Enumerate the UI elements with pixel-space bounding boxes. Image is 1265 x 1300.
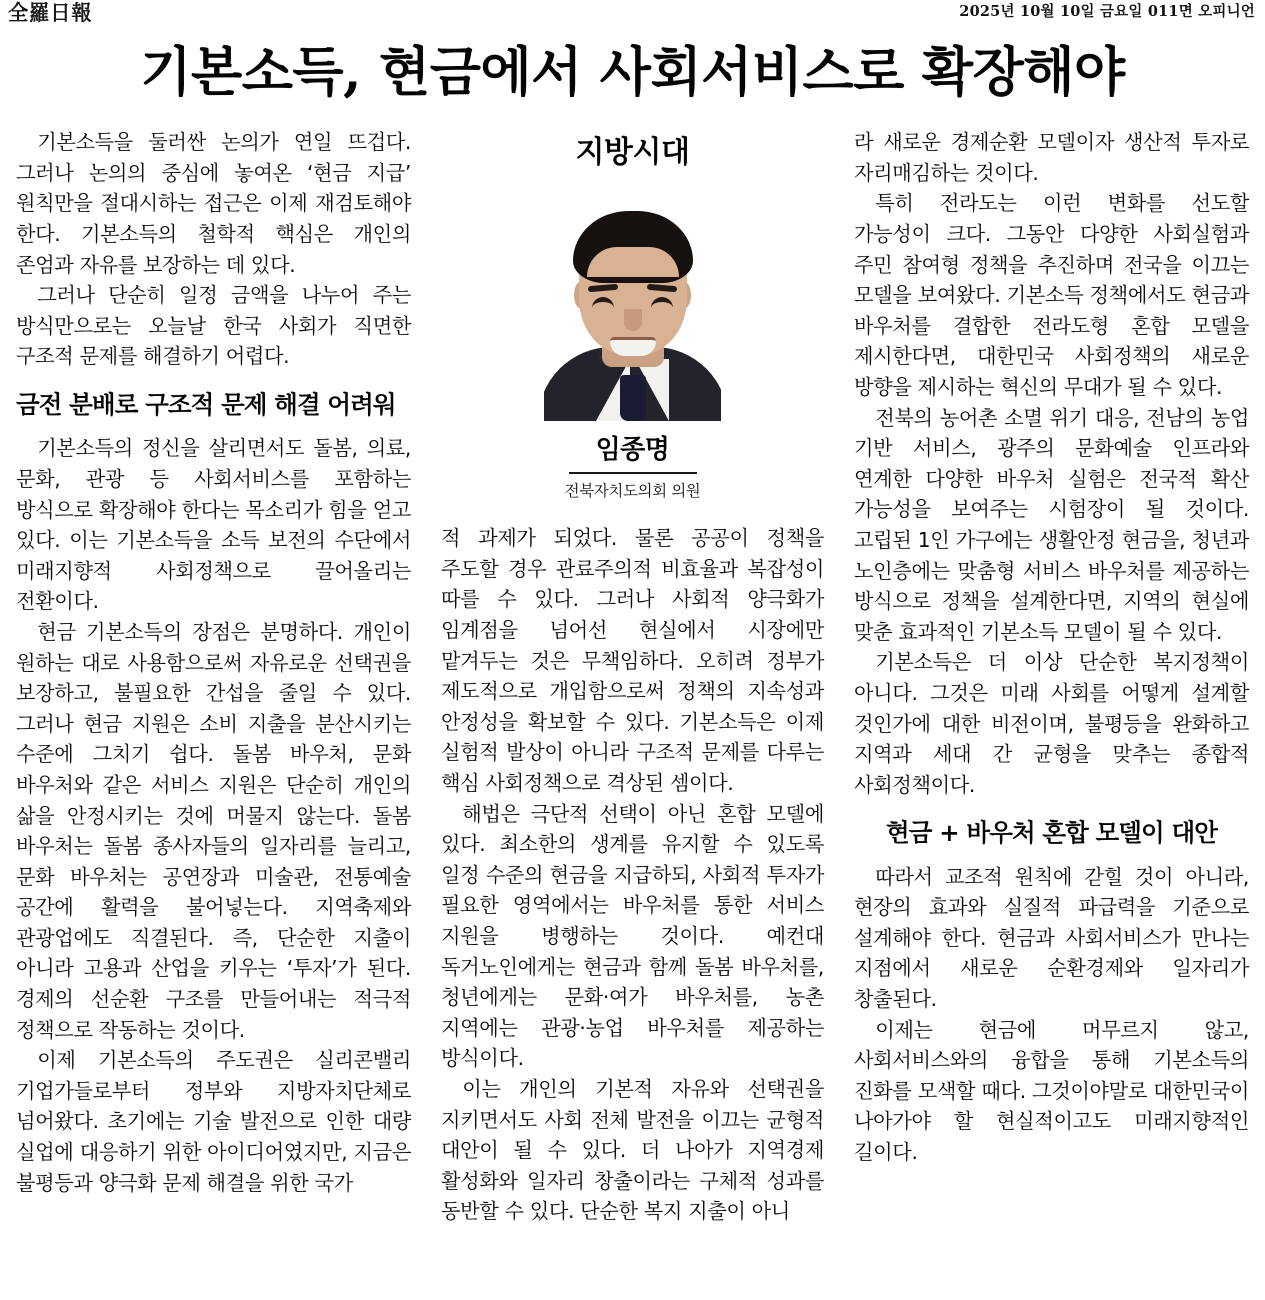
portrait-nose <box>624 309 642 331</box>
column-1 <box>16 127 427 1198</box>
portrait-hair <box>573 211 693 283</box>
paragraph: 이제 기본소득의 주도권은 실리콘밸리 기업가들로부터 정부와 지방자치단체로 넘어왔다. 초기에는 기술 발전으로 인한 대량 실업에 대응하기 위한 아이디어였지만, 지금은 불평등과 양극화 문제 해결을 위한 국가 <box>16 1048 411 1195</box>
author-name: 임종명 <box>595 435 670 466</box>
byline-divider <box>569 472 697 474</box>
author-role: 전북자치도의회 의원 <box>564 482 701 501</box>
paragraph: 특히 전라도는 이런 변화를 선도할 가능성이 크다. 그동안 다양한 사회실험과 주민 참여형 정책을 추진하며 전국을 이끄는 모델을 보여왔다. 기본소득 정책에서도 현금과 바우처를 결합한 전라도형 혼합 모델을 제시한다면, 대한민국 사회정책의 새로운 방향을 제시하는 혁신의 무대가 될 수 있다. <box>854 191 1249 399</box>
paragraph: 전북의 농어촌 소멸 위기 대응, 전남의 농업 기반 서비스, 광주의 문화예술 인프라와 연계한 다양한 바우처 실험은 전국적 확산 가능성을 보여주는 시험장이 될 것이다. 고립된 1인 가구에는 생활안정 현금을, 청년과 노인층에는 맞춤형 서비스 바우처를 제공하는 방식으로 정책을 설계한다면, 지역의 현실에 맞춘 효과적인 기본소득 모델이 될 수 있다. <box>854 405 1249 644</box>
paragraph: 현금 기본소득의 장점은 분명하다. 개인이 원하는 대로 사용함으로써 자유로운 선택권을 보장하고, 불필요한 간섭을 줄일 수 있다. 그러나 현금 지원은 소비 지출을 분산시키는 수준에 그치기 쉽다. 돌봄 바우처, 문화 바우처와 같은 서비스 지원은 단순히 개인의 삶을 안정시키는 것에 머물지 않는다. 돌봄 바우처는 돌봄 종사자들의 일자리를 늘리고, 문화 바우처는 공연장과 미술관, 전통예술 공간에 활력을 불어넣는다. 지역축제와 관광업에도 직결된다. 즉, 단순한 지출이 아니라 고용과 산업을 키우는 ‘투자’가 된다. 경제의 선순환 구조를 만들어내는 적극적 정책으로 작동하는 것이다. <box>16 619 411 1042</box>
portrait-chin <box>598 349 668 367</box>
column-2 <box>427 127 838 1227</box>
paragraph: 그러나 단순히 일정 금액을 나누어 주는 방식만으로는 오늘날 한국 사회가 직면한 구조적 문제를 해결하기 어렵다. <box>16 283 411 369</box>
subheading-1: 금전 분배로 구조적 문제 해결 어려워 <box>16 389 396 419</box>
dateline: 2025년 10월 10일 금요일 011면 오피니언 <box>959 3 1255 20</box>
paragraph: 기본소득을 둘러싼 논의가 연일 뜨겁다. 그러나 논의의 중심에 놓여온 ‘현금 지급’ 원칙만을 절대시하는 접근은 이제 재검토해야 한다. 기본소득의 철학적 핵심은 개인의 존엄과 자유를 보장하는 데 있다. <box>16 130 411 277</box>
column-3 <box>838 127 1249 1167</box>
paragraph: 해법은 극단적 선택이 아닌 혼합 모델에 있다. 최소한의 생계를 유지할 수 있도록 일정 수준의 현금을 지급하되, 사회적 투자가 필요한 영역에서는 바우처를 통한 서비스 지원을 병행하는 것이다. 예컨대 독거노인에게는 현금과 함께 돌봄 바우처를, 청년에게는 문화·여가 바우처를, 농촌 지역에는 관광·농업 바우처를 제공하는 방식이다. <box>441 801 824 1071</box>
article-columns <box>0 101 1265 1227</box>
portrait-photo-wrap <box>441 189 824 421</box>
paragraph: 따라서 교조적 원칙에 갇힐 것이 아니라, 현장의 효과와 실질적 파급력을 기준으로 설계해야 한다. 현금과 사회서비스가 만나는 지점에서 새로운 순환경제와 일자리가 창출된다. <box>854 864 1249 1012</box>
paragraph: 이는 개인의 기본적 자유와 선택권을 지키면서도 사회 전체 발전을 이끄는 균형적 대안이 될 수 있다. 더 나아가 지역경제 활성화와 일자리 창출이라는 구체적 성과를 동반할 수 있다. 단순한 복지 지출이 아니 <box>441 1076 824 1224</box>
paragraph: 이제는 현금에 머무르지 않고, 사회서비스와의 융합을 통해 기본소득의 진화를 모색할 때다. 그것이야말로 대한민국이 나아가야 할 현실적이고도 미래지향적인 길이다. <box>854 1017 1249 1165</box>
author-portrait-photo <box>544 189 721 421</box>
masthead-bar <box>0 0 1265 32</box>
paragraph: 적 과제가 되었다. 물론 공공이 정책을 주도할 경우 관료주의적 비효율과 복잡성이 따를 수 있다. 그러나 사회적 양극화가 임계점을 넘어선 현실에서 시장에만 맡겨두는 것은 무책임하다. 오히려 정부가 제도적으로 개입함으로써 정책의 지속성과 안정성을 확보할 수 있다. 기본소득은 이제 실험적 발상이 아니라 구조적 문제를 다루는 핵심 사회정책으로 격상된 셈이다. <box>441 526 824 795</box>
article-headline: 기본소득, 현금에서 사회서비스로 확장해야 <box>140 41 1125 103</box>
paragraph: 라 새로운 경제순환 모델이자 생산적 투자로 자리매김하는 것이다. <box>854 130 1249 185</box>
paragraph: 기본소득의 정신을 살리면서도 돌봄, 의료, 문화, 관광 등 사회서비스를 포함하는 방식으로 확장해야 한다는 목소리가 힘을 얻고 있다. 이는 기본소득을 소득 보전의 수단에서 미래지향적 사회정책으로 끌어올리는 전환이다. <box>16 436 411 614</box>
portrait-necktie <box>620 375 646 421</box>
series-title: 지방시대 <box>575 135 690 171</box>
newspaper-logo: 全羅日報 <box>8 0 93 25</box>
subheading-2: 현금 + 바우처 혼합 모델이 대안 <box>886 818 1217 848</box>
paragraph: 기본소득은 더 이상 단순한 복지정책이 아니다. 그것은 미래 사회를 어떻게 설계할 것인가에 대한 비전이며, 불평등을 완화하고 지역과 세대 간 균형을 맞추는 종합적 사회정책이다. <box>854 650 1249 797</box>
